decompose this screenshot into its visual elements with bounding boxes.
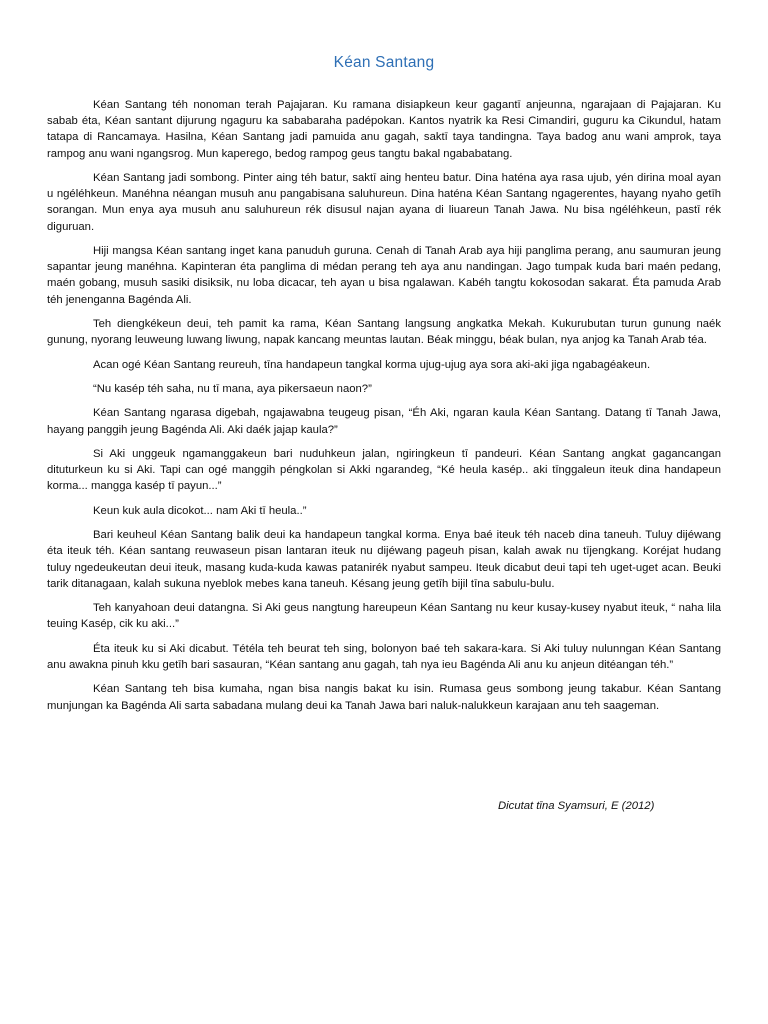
paragraph: Si Aki unggeuk ngamanggakeun bari nuduhkeun jalan, ngiringkeun tī pandeuri. Kéan Santang angkat gagancangan dituturkeun ku si Aki. Tapi can ogé manggih péngkolan si Akki ngarandeg, “Ké heula kasép.. aki tīnggaleun iteuk dina handapeun korma... mangga kasép tī payun...” [47,447,721,493]
paragraph: Keun kuk aula dicokot... nam Aki tī heula..” [93,504,307,517]
paragraph: Kéan Santang teh bisa kumaha, ngan bisa nangis bakat ku isin. Rumasa geus sombong jeung takabur. Kéan Santang munjungan ka Bagénda Ali sarta sabadana mulang deui ka Tanah Jawa bari naluk-nalukkeun karajaan anu teh saageman. [47,683,721,712]
paragraph: Kéan Santang jadi sombong. Pinter aing téh batur, saktī aing henteu batur. Dina haténa aya rasa ujub, yén dirina moal ayan u ngéléhkeun. Manéhna néangan musuh anu pangabisana saluhureun. Dina haténa Kéan Santang ngagerentes, hayang nyaho getīh sorangan. Mun enya aya musuh anu saluhureun rék disusul najan ayana di liuareun Tanah Jawa. Nu bisa ngéléhkeun, pastī rék diguruan. [47,172,721,233]
paragraph: Hiji mangsa Kéan santang inget kana panuduh guruna. Cenah di Tanah Arab aya hiji panglima perang, anu saumuran jeung sapantar jeung manéhna. Kapinteran éta panglima di médan perang teh aya anu nandingan. Jago tumpak kuda bari maén pedang, maén gobang, musuh sasiki disiksik, nu loba dicacar, teh ayan u bisa ngalawan. Kabéh tangtu kokosodan sakarat. Éta pamuda Arab téh jenenganna Bagénda Ali. [47,245,721,306]
source-citation: Dicutat tīna Syamsuri, E (2012) [498,800,655,812]
story-body [47,97,721,722]
paragraph: Kéan Santang téh nonoman terah Pajajaran. Ku ramana disiapkeun keur gagantī anjeunna, ngarajaan di Pajajaran. Ku sabab éta, Kéan santant dijurung ngaguru ka sababaraha padépokan. Kantos nyatrik ka Resi Cimandiri, guguru ka Cikundul, hatam tatapa di Rancamaya. Hasilna, Kéan Santang jadi pamuida anu gagah, saktī taya tandingna. Taya badog anu wani amprok, taya rampog anu wani ngangsrog. Mun kaperego, bedog rampog geus tangtu bakal ngababatang. [47,99,721,160]
paragraph: Kéan Santang ngarasa digebah, ngajawabna teugeug pisan, “Éh Aki, ngaran kaula Kéan Santang. Datang tī Tanah Jawa, hayang panggih jeung Bagénda Ali. Aki daék jajap kaula?” [47,407,721,436]
paragraph: Bari keuheul Kéan Santang balik deui ka handapeun tangkal korma. Enya baé iteuk téh naceb dina taneuh. Tuluy dijéwang éta iteuk téh. Kéan santang reuwaseun pisan lantaran iteuk nu dijéwang pageuh pisan, kalah awak nu tījengkang. Koréjat hudang tuluy ngedeukeutan deui iteuk, masang kuda-kuda kawas patanirék nyabut sampeu. Iteuk dicabut deui tapi teh uget-uget acan. Beuki tarik ditanagaan, kalah sukuna nyeblok mebes kana taneuh. Késang jeung getīh bijil tīna sabulu-bulu. [47,529,721,590]
paragraph: “Nu kasép téh saha, nu tī mana, aya pikersaeun naon?” [93,382,372,395]
paragraph: Acan ogé Kéan Santang reureuh, tīna handapeun tangkal korma ujug-ujug aya sora aki-aki jiga ngabagéakeun. [93,358,651,371]
paragraph: Teh kanyahoan deui datangna. Si Aki geus nangtung hareupeun Kéan Santang nu keur kusay-kusey nyabut iteuk, “ naha lila teuing Kasép, cik ku aki...” [47,602,721,631]
paragraph: Éta iteuk ku si Aki dicabut. Tétéla teh beurat teh sing, bolonyon baé teh sakara-kara. Si Aki tuluy nulunngan Kéan Santang anu awakna pinuh kku getīh bari sasauran, “Kéan santang anu gagah, tah nya ieu Bagénda Ali anu ku anjeun ditéangan téh.” [47,642,721,671]
document-title: Kéan Santang [333,54,435,71]
paragraph: Teh diengkékeun deui, teh pamit ka rama, Kéan Santang langsung angkatka Mekah. Kukurubutan turun gunung naék gunung, nyorang leuweung luwang liwung, napak kancang meuntas lautan. Béak minggu, béak bulan, nya anjog ka Tanah Arab téa. [47,318,721,347]
